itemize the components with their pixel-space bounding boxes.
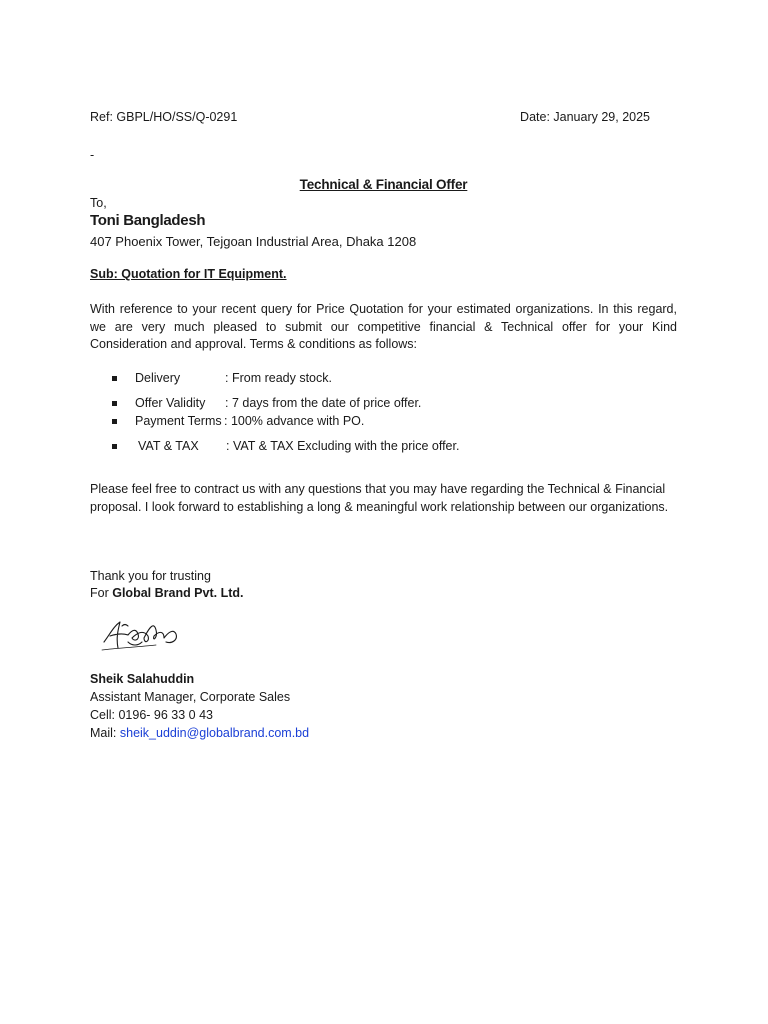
letter-date: Date: January 29, 2025 [520,110,650,124]
letter-title: Technical & Financial Offer [299,177,468,192]
for-prefix: For [90,586,113,600]
company-line [90,586,244,600]
signatory-cell: Cell: 0196- 96 33 0 43 [90,708,214,722]
term-value: : 100% advance with PO. [224,414,365,428]
reference-number: Ref: GBPL/HO/SS/Q-0291 [90,110,238,124]
letter-page [90,0,677,1024]
dash-mark: - [90,148,95,162]
bullet-icon [112,401,117,406]
recipient-address: 407 Phoenix Tower, Tejgoan Industrial Area, Dhaka 1208 [90,234,417,249]
term-value: : 7 days from the date of price offer. [225,396,422,410]
to-label: To, [90,196,107,210]
thanks-line: Thank you for trusting [90,569,211,583]
term-label: Offer Validity [135,396,206,410]
term-value: : VAT & TAX Excluding with the price offer. [226,439,460,453]
signatory-mail [90,726,309,740]
company-name: Global Brand Pvt. Ltd. [112,586,244,600]
term-label: VAT & TAX [138,439,199,453]
intro-text: With reference to your recent query for Price Quotation for your estimated organizations. In this regard, we are very much pleased to submit our competitive financial & Technical offer for your Kind [90,302,677,334]
bullet-icon [112,376,117,381]
recipient-name: Toni Bangladesh [90,212,206,229]
intro-text-end: Consideration and approval. Terms & conditions as follows: [90,337,418,351]
closing-paragraph: Please feel free to contract us with any questions that you may have regarding the Technical & Financial proposal. I look forward to establishing a long & meaningful work relationship between our organizations. [90,482,669,514]
term-label: Delivery [135,371,181,385]
term-value: : From ready stock. [225,371,332,385]
signature-icon [98,612,184,658]
subject-line: Sub: Quotation for IT Equipment. [90,267,287,281]
bullet-icon [112,419,117,424]
email-link[interactable]: sheik_uddin@globalbrand.com.bd [119,726,310,740]
bullet-icon [112,444,117,449]
term-label: Payment Terms [135,414,222,428]
signatory-role: Assistant Manager, Corporate Sales [90,690,291,704]
signatory-name: Sheik Salahuddin [90,672,195,686]
mail-prefix: Mail: [90,726,120,740]
intro-paragraph [90,301,677,354]
